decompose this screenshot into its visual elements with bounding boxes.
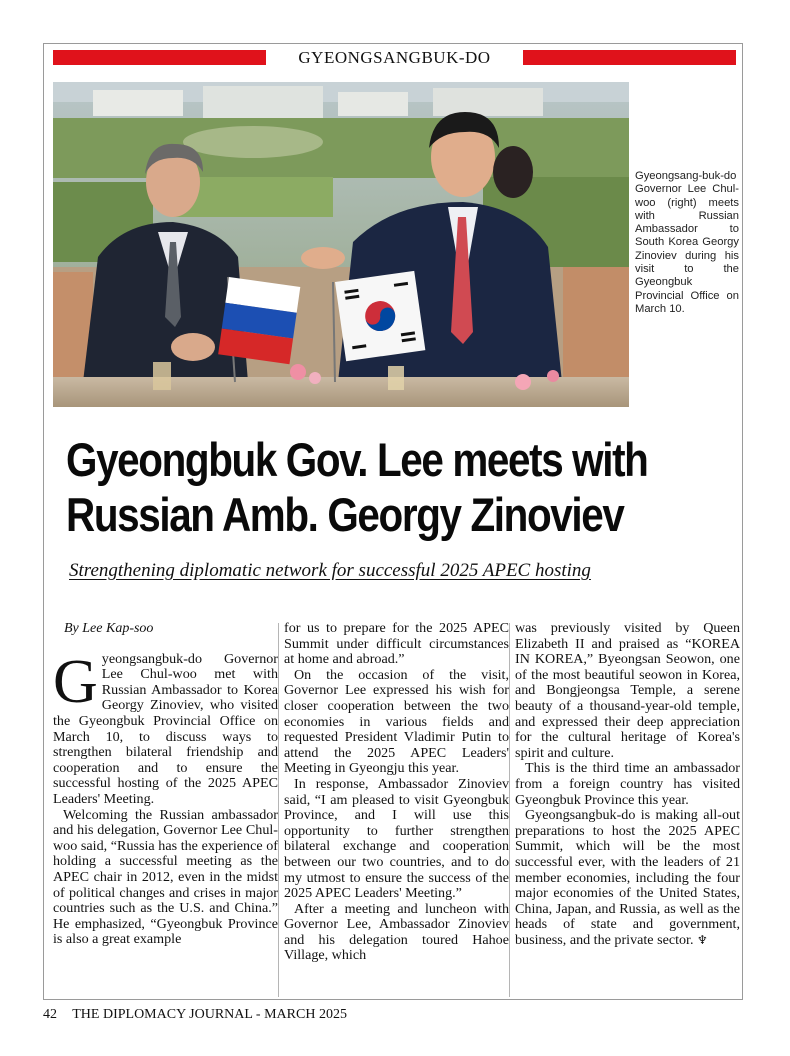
article-column-2 — [284, 621, 509, 964]
column-rule — [509, 623, 510, 997]
paragraph: After a meeting and luncheon with Governor Lee, Ambassador Zinoviev and his delegation toured Hahoe Village, which — [284, 900, 509, 964]
subheadline: Strengthening diplomatic network for successful 2025 APEC hosting — [69, 560, 591, 581]
red-bar-right — [523, 50, 736, 65]
article-column-1 — [53, 621, 278, 948]
paragraph — [515, 808, 740, 948]
drop-cap: G — [53, 647, 98, 716]
headline-line-1: Gyeongbuk Gov. Lee meets with — [66, 433, 648, 486]
end-mark-icon: ♆ — [697, 932, 708, 947]
section-title: GYEONGSANGBUK-DO — [298, 48, 491, 67]
paragraph: was previously visited by Queen Elizabeth II and praised as “KOREA IN KOREA,” Byeongsan Seowon, one of the most beautiful seowon in Korea, and Bongjeongsa Temple, a serene beauty of a thousand-year-old temple, and expressed their deep appreciation for the cultural heritage of Korea's spirit and culture. — [515, 620, 740, 761]
paragraph: for us to prepare for the 2025 APEC Summit under difficult circumstances at home and abroad.” — [284, 620, 509, 668]
page-footer — [43, 1007, 347, 1023]
section-header — [53, 47, 736, 69]
red-bar-left — [53, 50, 266, 65]
page-number: 42 — [43, 1007, 57, 1022]
paragraph: On the occasion of the visit, Governor Lee expressed his wish for closer cooperation between the two economies in various fields and requested President Vladimir Putin to attend the 2025 APEC Leaders' Meeting in Gyeongju this year. — [284, 666, 509, 777]
paragraph: This is the third time an ambassador from a foreign country has visited Gyeongbuk Province this year. — [515, 760, 740, 808]
column-rule — [278, 623, 279, 997]
paragraph: Welcoming the Russian ambassador and his delegation, Governor Lee Chul-woo said, “Russia has the experience of holding a successful meeting as the APEC chair in 2012, even in the midst of political changes and crises in major countries such as the U.S. and China.” He emphasized, “Gyeongbuk Province is also a great example — [53, 806, 278, 948]
paragraph: In response, Ambassador Zinoviev said, “I am pleased to visit Gyeongbuk Province, and I will use this opportunity to further strengthen bilateral exchange and cooperation between our two countries, and to do my utmost to ensure the success of the 2025 APEC Leaders' Meeting.” — [284, 775, 509, 902]
paragraph — [53, 647, 278, 808]
article-column-3 — [515, 621, 740, 948]
photo-caption: Gyeongsang-buk-do Governor Lee Chul-woo (right) meets with Russian Ambassador to South Korea Georgy Zinoviev during his visit to the Gyeongbuk Provincial Office on March 10. — [635, 170, 739, 315]
paragraph-text: yeongsangbuk-do Governor Lee Chul-woo met with Russian Ambassador to Korea Georgy Zinoviev, who visited the Gyeongbuk Provincial Office on March 10, to discuss ways to strengthen bilateral friendship and cooperation and to ensure the successful hosting of the 2025 APEC Leaders' Meeting. — [53, 650, 278, 807]
publication-title: THE DIPLOMACY JOURNAL - MARCH 2025 — [72, 1007, 347, 1022]
meeting-photo — [53, 82, 629, 407]
headline-line-2: Russian Amb. Georgy Zinoviev — [66, 488, 624, 541]
headline — [66, 432, 648, 542]
byline: By Lee Kap-soo — [64, 621, 154, 636]
paragraph-text: Gyeongsangbuk-do is making all-out preparations to host the 2025 APEC Summit, which will be the most successful ever, with the leaders of 21 member economies, including the four major economies of the United States, China, Japan, and Russia, as well as the heads of state and government, business, and the private sector. — [515, 807, 740, 948]
